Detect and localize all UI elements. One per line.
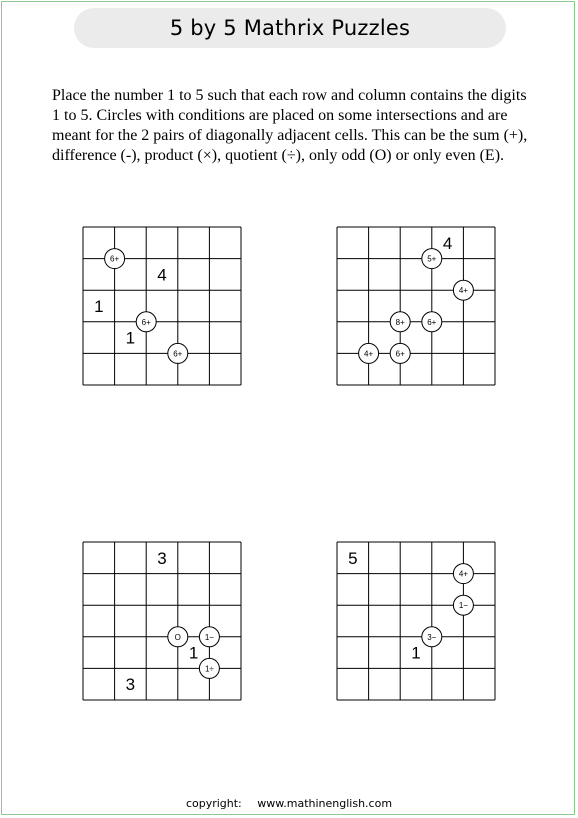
clue-circle (453, 280, 473, 300)
puzzle-grid (337, 227, 495, 385)
given-number: 1 (188, 643, 199, 663)
given-number: 3 (157, 548, 167, 568)
website-link[interactable]: www.mathinenglish.com (257, 797, 393, 810)
instructions-paragraph: Place the number 1 to 5 such that each row and column contains the digits 1 to 5. Circles with conditions are placed on some intersections and are meant for the 2 pairs of diagonally adjacent cells. This can be the sum (+), difference (-), product (×), quotient (÷), only odd (O) or only even (E). (52, 87, 528, 164)
clue-circle (453, 564, 473, 584)
puzzle-grid (337, 542, 495, 700)
clue-circle (168, 627, 188, 647)
svg-text:6+: 6+ (427, 317, 437, 327)
svg-text:1−: 1− (458, 601, 468, 611)
puzzle-grid (83, 227, 241, 385)
puzzle-2 (337, 227, 497, 387)
title-banner (74, 8, 506, 48)
clue-circle (359, 343, 379, 363)
clue-circle (422, 312, 442, 332)
given-number: 5 (348, 548, 358, 568)
given-number: 3 (125, 675, 136, 695)
given-number: 4 (157, 265, 167, 285)
svg-text:O: O (174, 632, 181, 642)
svg-text:8+: 8+ (395, 317, 405, 327)
clue-circle (199, 658, 219, 678)
page-title: 5 by 5 Mathrix Puzzles (169, 16, 411, 40)
svg-text:6+: 6+ (173, 349, 183, 359)
given-number: 1 (125, 328, 136, 348)
svg-text:6+: 6+ (141, 317, 151, 327)
svg-text:6+: 6+ (110, 254, 120, 264)
clue-circle (199, 627, 219, 647)
clue-circle (390, 343, 410, 363)
given-number: 1 (94, 297, 104, 316)
puzzle-3 (83, 542, 243, 702)
footer (0, 797, 578, 810)
svg-text:4+: 4+ (364, 349, 374, 359)
svg-text:6+: 6+ (395, 349, 405, 359)
clue-circle (105, 249, 125, 269)
copyright-label: copyright: (185, 797, 242, 810)
svg-text:4+: 4+ (458, 286, 468, 296)
clue-circle (422, 249, 442, 269)
puzzle-4 (337, 542, 497, 702)
given-number: 4 (442, 233, 453, 253)
clue-circle (390, 312, 410, 332)
svg-text:4+: 4+ (458, 569, 468, 579)
clue-circle (136, 312, 156, 332)
clue-circle (168, 343, 188, 363)
given-number: 1 (411, 643, 421, 663)
svg-text:3−: 3− (427, 632, 437, 642)
svg-text:1÷: 1÷ (204, 664, 214, 674)
svg-text:1−: 1− (204, 632, 214, 642)
clue-circle (453, 595, 473, 615)
puzzle-1 (83, 227, 243, 387)
puzzle-grid (83, 542, 241, 700)
clue-circle (422, 627, 442, 647)
svg-text:5+: 5+ (427, 254, 437, 264)
